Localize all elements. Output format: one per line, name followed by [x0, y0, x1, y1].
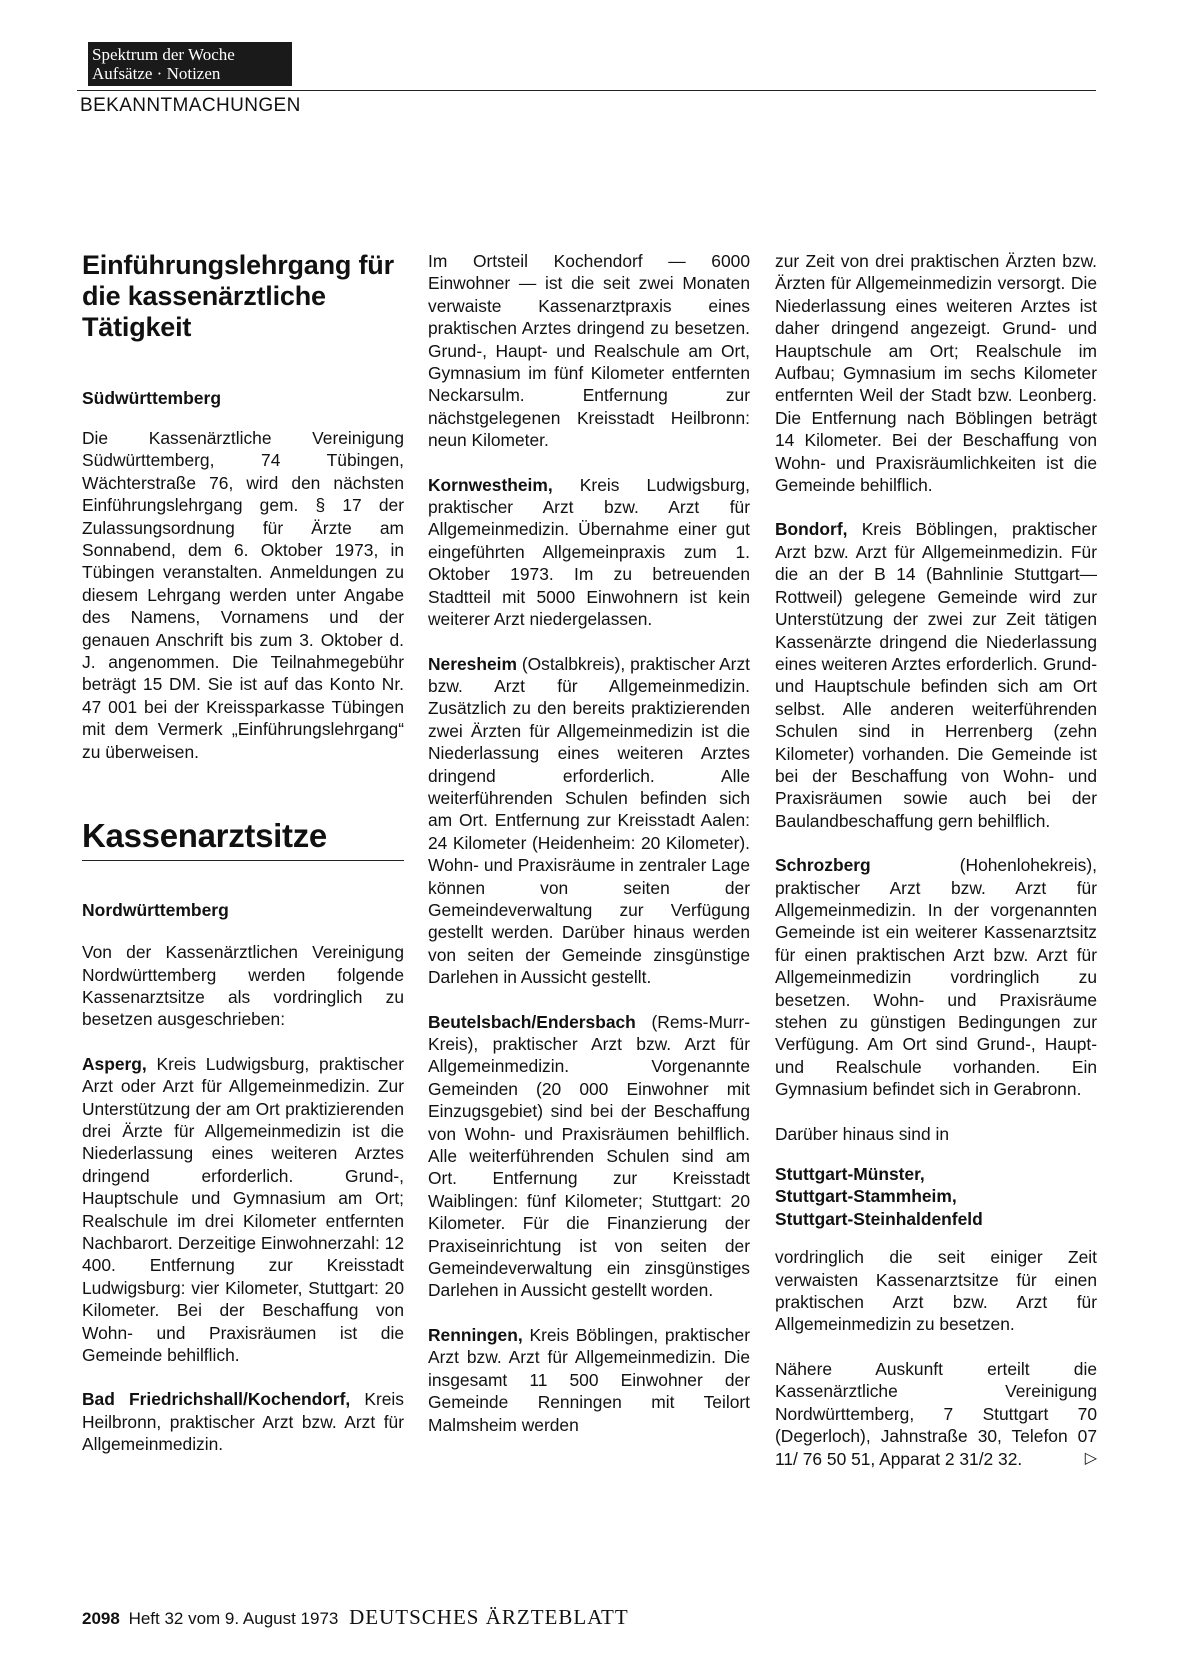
entry-bad-friedrichshall — [82, 1388, 404, 1455]
contact-text: Nähere Auskunft erteilt die Kassenärztliche Vereinigung Nordwürttemberg, 7 Stuttgart 70 (Degerloch), Jahnstraße 30, Telefon 07 11/ 76 50 51, Apparat 2 31/2 32. — [775, 1358, 1097, 1469]
stuttgart-intro: Darüber hinaus sind in — [775, 1123, 950, 1144]
entry-text: (Ostalbkreis), praktischer Arzt bzw. Arzt für Allgemeinmedizin. Zusätzlich zu den bereits praktizierenden zwei Ärzten für Allgemeinmedizin ist die Niederlassung eines weiteren Arztes dringend erforderlich. Alle weiterführenden Schulen befinden sich am Ort. Entfernung zur Kreisstadt Aalen: 24 Kilometer (Heidenheim: 20 Kilometer). Wohn- und Praxisräume in zentraler Lage können von seiten der Gemeindeverwaltung zur Verfügung gestellt werden. Darüber hinaus werden von seiten der Gemeinde zinsgünstige Darlehen in Aussicht gestellt. — [428, 653, 750, 988]
column-3 — [775, 250, 1097, 1470]
entry-place: Neresheim — [428, 653, 517, 674]
region-heading-nordwuerttemberg: Nordwürttemberg — [82, 900, 229, 921]
header-rule — [77, 90, 1096, 91]
entry-place: Bad Friedrichshall/Kochendorf, — [82, 1389, 351, 1410]
entry-bondorf — [775, 518, 1097, 832]
entry-place: Bondorf, — [775, 519, 848, 540]
entry-place: Asperg, — [82, 1053, 147, 1074]
stuttgart-places — [775, 1163, 1097, 1230]
entry-asperg — [82, 1053, 404, 1367]
issue-info: Heft 32 vom 9. August 1973 — [128, 1609, 339, 1628]
column-1 — [82, 250, 404, 1456]
entry-place: Kornwestheim, — [428, 474, 553, 495]
page-number: 2098 — [82, 1609, 120, 1628]
entry-kornwestheim — [428, 474, 750, 631]
entry-neresheim — [428, 653, 750, 989]
entry-text: (Hohenlohekreis), praktischer Arzt bzw. Arzt für Allgemeinmedizin. In der vorgenannten Gemeinde ist ein weiterer Kassenarztsitz für einen praktischen Arzt bzw. Arzt für Allgemeinmedizin vordringlich zu besetzen. Wohn- und Praxisräume stehen zu günstigen Bedingungen zur Verfügung. Am Ort sind Grund-, Haupt- und Realschule vorhanden. Ein Gymnasium befindet sich in Gerabronn. — [775, 855, 1097, 1100]
continued-arrow-icon: ▷ — [1084, 1449, 1097, 1467]
entry-text: Kreis Böblingen, praktischer Arzt bzw. Arzt für Allgemeinmedizin. Die insgesamt 11 500 Einwohner der Gemeinde Renningen mit Teilort Malmsheim werden — [428, 1324, 750, 1435]
column-2 — [428, 250, 750, 1436]
entry-text: Kreis Ludwigsburg, praktischer Arzt bzw. Arzt für Allgemeinmedizin. Übernahme einer gut eingeführten Allgemeinpraxis zum 1. Oktober 1973. Im zu betreuenden Stadtteil mit 5000 Einwohnern ist kein weiterer Arzt niedergelassen. — [428, 474, 750, 630]
article-title-einfuehrungslehrgang: Einführungslehrgang für die kassenärztliche Tätigkeit — [82, 250, 394, 342]
section-tag-line2: Aufsätze · Notizen — [92, 64, 221, 83]
journal-name: DEUTSCHES ÄRZTEBLATT — [349, 1605, 629, 1629]
entry-text: Kreis Heilbronn, praktischer Arzt bzw. Arzt für Allgemeinmedizin. — [82, 1389, 404, 1455]
entry-place: Beutelsbach/Endersbach — [428, 1011, 636, 1032]
article-title-kassenarztsitze: Kassenarztsitze — [82, 817, 327, 855]
contact-info — [775, 1358, 1097, 1470]
entry-renningen-continued: zur Zeit von drei praktischen Ärzten bzw. Ärzten für Allgemeinmedizin versorgt. Die Niederlassung eines weiteren Arztes ist daher dringend angezeigt. Grund- und Hauptschule am Ort; Realschule im Aufbau; Gymnasium im sechs Kilometer entfernten Weil der Stadt bzw. Leonberg. Die Entfernung nach Böblingen beträgt 14 Kilometer. Bei der Beschaffung von Wohn- und Praxisräumlichkeiten ist die Gemeinde behilflich. — [775, 251, 1097, 496]
entry-text: (Rems-Murr-Kreis), praktischer Arzt bzw. Arzt für Allgemeinmedizin. Vorgenannte Gemeinden (20 000 Einwohner mit Einzugsgebiet) sind bei der Beschaffung von Wohn- und Praxisräumen behilflich. Alle weiterführenden Schulen sind am Ort. Entfernung zur Kreisstadt Waiblingen: fünf Kilometer; Stuttgart: 20 Kilometer. Für die Finanzierung der Praxiseinrichtung ist von seiten der Gemeindeverwaltung ein zinsgünstiges Darlehen in Aussicht gestellt worden. — [428, 1011, 750, 1301]
entry-beutelsbach — [428, 1011, 750, 1302]
entry-schrozberg — [775, 854, 1097, 1100]
title-underline — [82, 860, 404, 861]
page-footer — [82, 1605, 629, 1630]
place-stuttgart-steinhaldenfeld: Stuttgart-Steinhaldenfeld — [775, 1208, 983, 1229]
entry-text: Kreis Böblingen, praktischer Arzt bzw. Arzt für Allgemeinmedizin. Für die an der B 14 (Bahnlinie Stuttgart—Rottweil) gelegene Gemeinde wird zur Unterstützung der zwei zur Zeit tätigen Kassenärzte dringend die Niederlassung eines weiteren Arztes erforderlich. Grund- und Hauptschule befinden sich am Ort selbst. Alle anderen weiterführenden Schulen sind in Herrenberg (zehn Kilometer) vorhanden. Die Gemeinde ist bei der Beschaffung von Wohn- und Praxisräumen sowie auch bei der Baulandbeschaffung gern behilflich. — [775, 519, 1097, 831]
kassenarztsitze-intro: Von der Kassenärztlichen Vereinigung Nordwürttemberg werden folgende Kassenarztsitze als vordringlich zu besetzen ausgeschrieben: — [82, 942, 404, 1030]
stuttgart-text: vordringlich die seit einiger Zeit verwaisten Kassenarztsitze für einen praktischen Arzt bzw. Arzt für Allgemeinmedizin zu besetzen. — [775, 1247, 1097, 1335]
article-body-einfuehrungslehrgang: Die Kassenärztliche Vereinigung Südwürttemberg, 74 Tübingen, Wächterstraße 76, wird den nächsten Einführungslehrgang gem. § 17 der Zulassungsordnung für Ärzte am Sonnabend, dem 6. Oktober 1973, in Tübingen veranstalten. Anmeldungen zu diesem Lehrgang werden unter Angabe des Namens, Vornamens und der genauen Anschrift bis zum 3. Oktober d. J. angenommen. Die Teilnahmegebühr beträgt 15 DM. Sie ist auf das Konto Nr. 47 001 bei der Kreissparkasse Tübingen mit dem Vermerk „Einführungslehrgang“ zu überweisen. — [82, 428, 404, 762]
region-heading-suedwuerttemberg: Südwürttemberg — [82, 388, 222, 408]
entry-place: Renningen, — [428, 1324, 523, 1345]
section-tag — [88, 42, 292, 86]
section-tag-line1: Spektrum der Woche — [92, 45, 235, 64]
section-label: BEKANNTMACHUNGEN — [80, 95, 301, 116]
entry-renningen — [428, 1324, 750, 1436]
entry-place: Schrozberg — [775, 855, 871, 876]
place-stuttgart-stammheim: Stuttgart-Stammheim, — [775, 1186, 957, 1207]
entry-bad-friedrichshall-continued: Im Ortsteil Kochendorf — 6000 Einwohner — ist die seit zwei Monaten verwaiste Kassenarztpraxis eines praktischen Arztes dringend zu besetzen. Grund-, Haupt- und Realschule am Ort, Gymnasium im fünf Kilometer entfernten Neckarsulm. Entfernung zur nächstgelegenen Kreisstadt Heilbronn: neun Kilometer. — [428, 251, 750, 451]
entry-text: Kreis Ludwigsburg, praktischer Arzt oder Arzt für Allgemeinmedizin. Zur Unterstützung der am Ort praktizierenden drei Ärzte für Allgemeinmedizin ist die Niederlassung eines weiteren Arztes dringend erforderlich. Grund-, Hauptschule und Gymnasium am Ort; Realschule im drei Kilometer entfernten Nachbarort. Derzeitige Einwohnerzahl: 12 400. Entfernung zur Kreisstadt Ludwigsburg: vier Kilometer, Stuttgart: 20 Kilometer. Bei der Beschaffung von Wohn- und Praxisräumen ist die Gemeinde behilflich. — [82, 1053, 404, 1365]
place-stuttgart-muenster: Stuttgart-Münster, — [775, 1164, 925, 1185]
